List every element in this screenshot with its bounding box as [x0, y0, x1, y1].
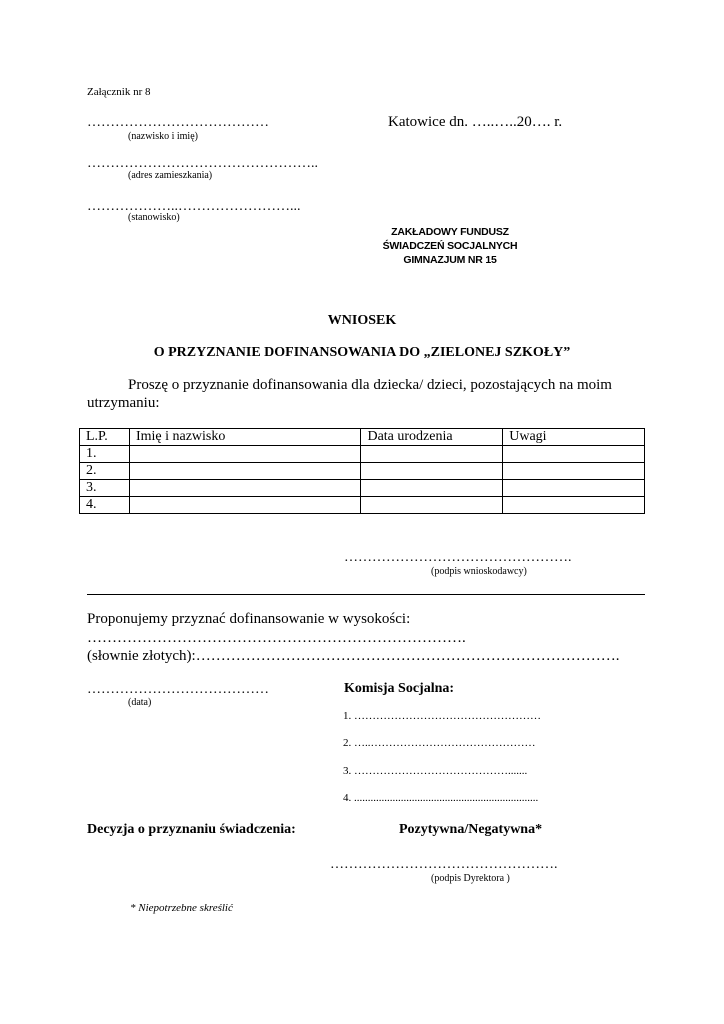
row-name-cell[interactable]	[129, 480, 361, 497]
commission-member-2[interactable]: 2. …..………………………………………	[343, 737, 536, 749]
fund-line-3: GIMNAZJUM NR 15	[403, 254, 497, 266]
row-birth-date-cell[interactable]	[361, 446, 503, 463]
date-field[interactable]: …………………………………	[87, 682, 269, 697]
commission-title: Komisja Socjalna:	[344, 681, 455, 696]
table-row	[80, 446, 645, 463]
attachment-label: Załącznik nr 8	[87, 86, 151, 98]
table-row	[80, 480, 645, 497]
table-row	[80, 497, 645, 514]
row-birth-date-cell[interactable]	[361, 463, 503, 480]
address-hint: (adres zamieszkania)	[128, 170, 213, 181]
row-name-cell[interactable]	[129, 497, 361, 514]
row-number: 4.	[80, 497, 130, 514]
director-signature-hint: (podpis Dyrektora )	[431, 873, 510, 884]
section-divider	[87, 594, 645, 595]
decision-value[interactable]: Pozytywna/Negatywna*	[399, 822, 543, 837]
decision-label: Decyzja o przyznaniu świadczenia:	[87, 822, 296, 837]
fund-name-block	[350, 225, 550, 267]
request-line-2: utrzymaniu:	[87, 395, 160, 411]
row-number: 2.	[80, 463, 130, 480]
row-birth-date-cell[interactable]	[361, 480, 503, 497]
row-notes-cell[interactable]	[503, 463, 645, 480]
row-number: 3.	[80, 480, 130, 497]
table-header-row	[80, 429, 645, 446]
commission-member-4[interactable]: 4. ...................................................................	[343, 792, 539, 804]
director-signature-field[interactable]: ………………………………………….	[330, 857, 558, 872]
fund-line-1: ZAKŁADOWY FUNDUSZ	[391, 226, 509, 238]
name-field[interactable]: …………………………………	[87, 115, 269, 130]
header-notes: Uwagi	[503, 429, 645, 446]
row-name-cell[interactable]	[129, 446, 361, 463]
proposal-words-field[interactable]: (słownie złotych):………………………………………………………………………….	[87, 648, 620, 664]
name-hint: (nazwisko i imię)	[128, 131, 198, 142]
row-notes-cell[interactable]	[503, 446, 645, 463]
header-birth-date: Data urodzenia	[361, 429, 503, 446]
request-line-1: Proszę o przyznanie dofinansowania dla dziecka/ dzieci, pozostających na moim	[128, 377, 612, 393]
header-name: Imię i nazwisko	[129, 429, 361, 446]
position-hint: (stanowisko)	[128, 212, 180, 223]
footnote: * Niepotrzebne skreślić	[130, 902, 233, 914]
commission-member-1[interactable]: 1. ……………………………………………	[343, 710, 541, 722]
applicant-signature-hint: (podpis wnioskodawcy)	[431, 566, 527, 577]
address-field[interactable]: …………………………………………..	[87, 156, 318, 171]
row-notes-cell[interactable]	[503, 480, 645, 497]
document-subtitle: O PRZYZNANIE DOFINANSOWANIA DO „ZIELONEJ SZKOŁY”	[153, 345, 571, 360]
document-title: WNIOSEK	[327, 313, 397, 328]
position-field[interactable]: ………………..……………………...	[87, 199, 301, 214]
row-number: 1.	[80, 446, 130, 463]
row-notes-cell[interactable]	[503, 497, 645, 514]
children-table	[79, 428, 645, 514]
fund-line-2: ŚWIADCZEŃ SOCJALNYCH	[382, 240, 518, 252]
table-row	[80, 463, 645, 480]
proposal-text: Proponujemy przyznać dofinansowanie w wysokości:	[87, 611, 411, 627]
commission-member-3[interactable]: 3. …………………………………….......	[343, 765, 528, 777]
row-birth-date-cell[interactable]	[361, 497, 503, 514]
header-lp: L.P.	[80, 429, 130, 446]
row-name-cell[interactable]	[129, 463, 361, 480]
date-hint: (data)	[128, 697, 152, 708]
place-date-field[interactable]: Katowice dn. …..…..20…. r.	[388, 114, 563, 130]
proposal-amount-field[interactable]: ………………………………………………………………….	[87, 630, 466, 646]
applicant-signature-field[interactable]: ………………………………………….	[344, 550, 572, 565]
